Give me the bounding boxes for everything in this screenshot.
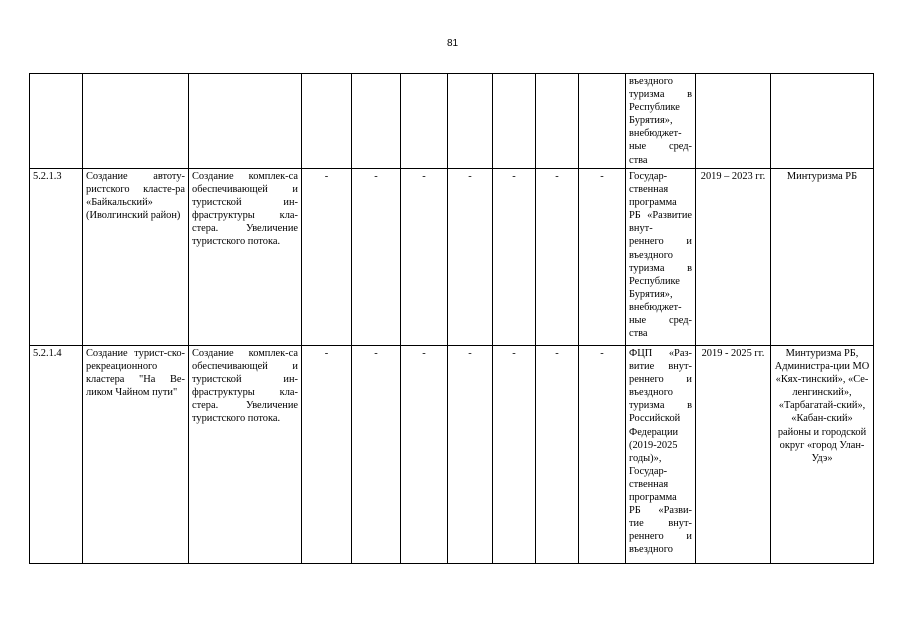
cell-num: 5.2.1.4 [30, 346, 83, 564]
cell-value: - [579, 169, 626, 346]
cell-period: 2019 – 2023 гг. [696, 169, 771, 346]
source-line: въездного [629, 544, 673, 556]
source-line: внебюджет- [629, 128, 682, 140]
source-line: Республике [629, 275, 680, 287]
cell-executor: Минтуризма РБ, Администра-ции МО «Кях-тинский», «Се-ленгинский», «Тарбагатай-ский», «Кабан-ский» районы и городской округ «город Улан-Удэ» [771, 346, 874, 564]
cell-num: 5.2.1.3 [30, 169, 83, 346]
cell-value: - [401, 346, 448, 564]
cell-executor [771, 74, 874, 169]
source-line: Федерации [629, 426, 679, 438]
cell-source [626, 74, 696, 169]
cell-value: - [536, 169, 579, 346]
cell-value: - [448, 346, 493, 564]
cell-description: Создание комплек-са обеспечивающей и туристской ин-фраструктуры кла-стера. Увеличение туристского потока. [189, 346, 302, 564]
cell-value: - [579, 346, 626, 564]
source-line: въездного [629, 76, 673, 87]
cell-value [401, 74, 448, 169]
cell-description [189, 74, 302, 169]
cell-value [579, 74, 626, 169]
cell-value: - [302, 346, 352, 564]
source-line: ства [629, 328, 648, 340]
cell-value: - [493, 169, 536, 346]
cell-value [352, 74, 401, 169]
source-line: ные сред- [629, 315, 692, 327]
cell-value: - [401, 169, 448, 346]
cell-period: 2019 - 2025 гг. [696, 346, 771, 564]
cell-value: - [448, 169, 493, 346]
cell-value: - [302, 169, 352, 346]
source-line: внебюджет- [629, 301, 682, 313]
source-line: РБ «Разви- [629, 505, 692, 517]
page-number: 81 [446, 38, 459, 49]
source-line: Бурятия», [629, 115, 673, 127]
source-line: ственная [629, 184, 669, 196]
cell-value [493, 74, 536, 169]
cell-source [626, 346, 696, 564]
cell-name [83, 74, 189, 169]
source-line: ФЦП «Раз- [629, 348, 692, 359]
table-row-continuation [30, 74, 874, 169]
source-line: туризма в [629, 400, 692, 412]
cell-period [696, 74, 771, 169]
source-line: программа [629, 197, 677, 209]
source-line: тие внут- [629, 518, 692, 530]
cell-num [30, 74, 83, 169]
source-line: Государ- [629, 465, 668, 477]
source-line: Бурятия», [629, 288, 673, 300]
source-line: витие внут- [629, 361, 692, 373]
table-row [30, 169, 874, 346]
source-line: туризма в [629, 89, 692, 101]
cell-description: Создание комплек-са обеспечивающей и туристской ин-фраструктуры кла-стера. Увеличение туристского потока. [189, 169, 302, 346]
source-line: ные сред- [629, 141, 692, 153]
source-line: туризма в [629, 262, 692, 274]
source-line: реннего и [629, 236, 692, 248]
source-line: ства [629, 154, 648, 166]
source-line: реннего и [629, 531, 692, 543]
cell-executor: Минтуризма РБ [771, 169, 874, 346]
cell-value: - [352, 346, 401, 564]
cell-value [536, 74, 579, 169]
cell-value: - [493, 346, 536, 564]
cell-value: - [352, 169, 401, 346]
source-line: годы)», [629, 452, 662, 464]
cell-source [626, 169, 696, 346]
cell-name: Создание турист-ско-рекреационного кластера "На Ве-ликом Чайном пути" [83, 346, 189, 564]
source-line: Российской [629, 413, 681, 425]
source-line: Республике [629, 102, 680, 114]
source-line: внут- [629, 223, 653, 235]
cell-value [302, 74, 352, 169]
source-line: ственная [629, 478, 669, 490]
cell-value: - [536, 346, 579, 564]
source-line: РБ «Развитие [629, 210, 692, 222]
source-line: программа [629, 492, 677, 504]
program-table [29, 73, 874, 564]
source-line: (2019-2025 [629, 439, 678, 451]
source-line: Государ- [629, 171, 668, 182]
source-line: въездного [629, 387, 673, 399]
cell-value [448, 74, 493, 169]
source-line: реннего и [629, 374, 692, 386]
source-line: въездного [629, 249, 673, 261]
table-row [30, 346, 874, 564]
cell-name: Создание автоту-ристского класте-ра «Байкальский» (Иволгинский район) [83, 169, 189, 346]
